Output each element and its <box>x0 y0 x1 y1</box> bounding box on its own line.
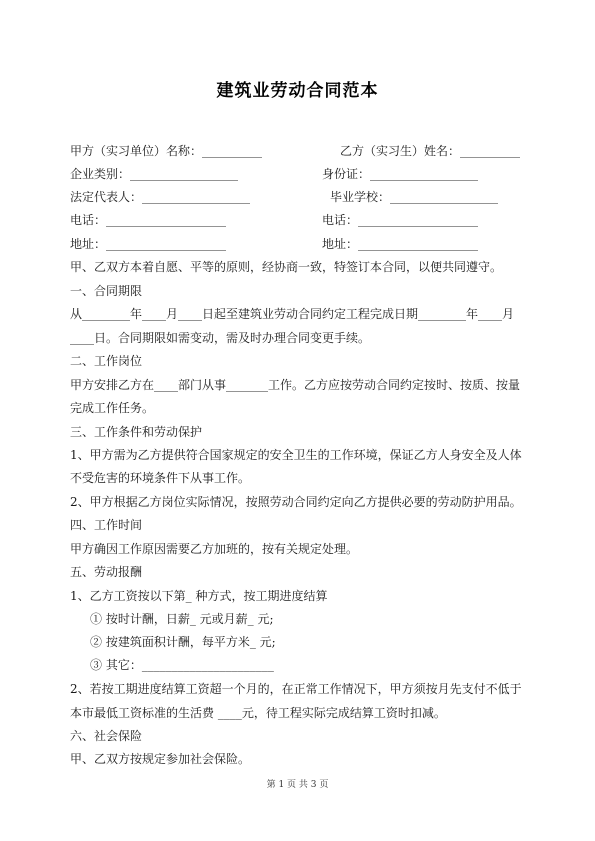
position-paragraph-line: 完成工作任务。 <box>70 401 155 415</box>
term-paragraph-line: 从________年____月____日起至建筑业劳动合同约定工程完成日期________年____月 <box>70 307 515 321</box>
section-heading-pay: 五、劳动报酬 <box>70 565 143 579</box>
pay-option-other: ③ 其它：______________________ <box>90 658 274 672</box>
hours-paragraph: 甲方确因工作原因需要乙方加班的，按有关规定处理。 <box>70 542 359 556</box>
party-b-address: 地址：____________________ <box>322 237 479 251</box>
section-heading-term: 一、合同期限 <box>70 284 143 298</box>
enterprise-type: 企业类别：__________________ <box>70 167 239 181</box>
pay-paragraph-line: 1、乙方工资按以下第_ 种方式，按工期进度结算 <box>70 589 328 603</box>
conditions-paragraph-line: 2、甲方根据乙方岗位实际情况，按照劳动合同约定向乙方提供必要的劳动防护用品。 <box>70 495 522 509</box>
insurance-paragraph: 甲、乙双方按规定参加社会保险。 <box>70 752 251 766</box>
party-a-address: 地址：____________________ <box>70 237 227 251</box>
pay-paragraph-line: 2、若按工期进度结算工资超一个月的，在正常工作情况下，甲方须按月先支付不低于 <box>70 682 522 696</box>
pay-option-hourly: ① 按时计酬，日薪_ 元或月薪_ 元; <box>90 612 274 626</box>
position-paragraph-line: 甲方安排乙方在____部门从事_______工作。乙方应按劳动合同约定按时、按质、按量 <box>70 378 521 392</box>
graduate-school: 毕业学校：__________________ <box>330 190 499 204</box>
party-b-phone: 电话：____________________ <box>322 213 479 227</box>
party-a-phone: 电话：____________________ <box>70 213 227 227</box>
document-title: 建筑业劳动合同范本 <box>216 81 379 101</box>
section-heading-position: 二、工作岗位 <box>70 354 143 368</box>
id-number: 身份证：__________________ <box>322 167 479 181</box>
legal-representative: 法定代表人：__________________ <box>70 190 251 204</box>
page-number-footer: 第 1 页 共 3 页 <box>266 780 329 790</box>
section-heading-hours: 四、工作时间 <box>70 518 143 532</box>
section-heading-insurance: 六、社会保险 <box>70 729 143 743</box>
pay-paragraph-line: 本市最低工资标准的生活费 ____元，待工程实际完成结算工资时扣减。 <box>70 706 446 720</box>
term-paragraph-line: ____日。合同期限如需变动，需及时办理合同变更手续。 <box>70 331 371 345</box>
conditions-paragraph-line: 不受危害的环境条件下从事工作。 <box>70 471 251 485</box>
section-heading-conditions: 三、工作条件和劳动保护 <box>70 425 203 439</box>
pay-option-area: ② 按建筑面积计酬，每平方米_ 元; <box>90 635 276 649</box>
intro-paragraph: 甲、乙双方本着自愿、平等的原则，经协商一致，特签订本合同，以便共同遵守。 <box>70 260 503 274</box>
party-a-name: 甲方（实习单位）名称：__________ <box>70 144 263 158</box>
party-b-name: 乙方（实习生）姓名：__________ <box>340 144 521 158</box>
conditions-paragraph-line: 1、甲方需为乙方提供符合国家规定的安全卫生的工作环境，保证乙方人身安全及人体 <box>70 448 522 462</box>
